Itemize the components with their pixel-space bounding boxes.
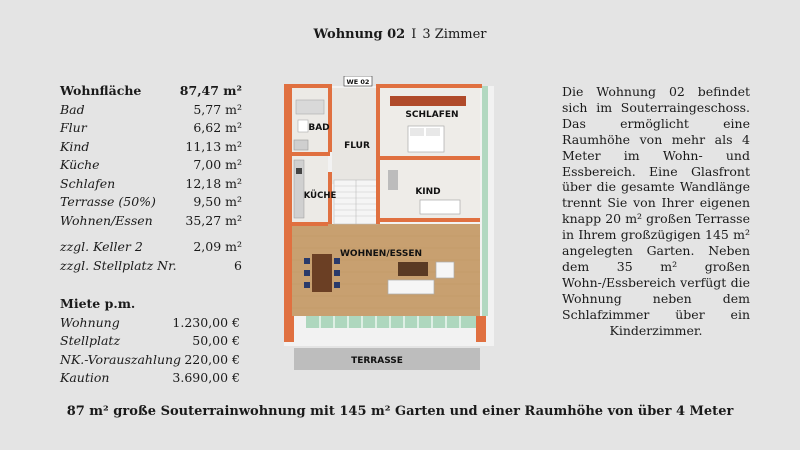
area-label: Wohnen/Essen	[60, 212, 153, 228]
staircase	[334, 180, 378, 224]
area-value: 11,13 m²	[185, 138, 242, 154]
area-row-flur	[60, 119, 242, 138]
rent-row-wohnung	[60, 314, 240, 333]
area-heading	[60, 82, 242, 101]
area-heading-label: Wohnfläche	[60, 83, 142, 98]
area-row-kind	[60, 138, 242, 157]
area-label: zzgl. Keller 2	[60, 239, 143, 254]
area-row-terrasse	[60, 193, 242, 212]
rent-value: 50,00 €	[192, 333, 240, 348]
area-label: zzgl. Stellplatz Nr.	[60, 257, 177, 273]
rent-value: 220,00 €	[184, 351, 240, 367]
rent-label: Kaution	[60, 370, 110, 385]
wardrobe	[390, 96, 466, 106]
area-value: 6,62 m²	[193, 120, 242, 135]
room-label-wohnen: WOHNEN/ESSEN	[340, 249, 422, 259]
glass-front	[306, 316, 476, 328]
room-label-schlafen: SCHLAFEN	[405, 110, 459, 120]
area-value: 7,00 m²	[193, 157, 242, 172]
rent-table	[60, 295, 240, 388]
area-value: 2,09 m²	[193, 239, 242, 254]
coffee-table	[398, 262, 428, 276]
sofa	[388, 280, 434, 294]
room-count: 3 Zimmer	[422, 27, 487, 42]
area-label: Terrasse (50%)	[60, 194, 156, 209]
area-value: 12,18 m²	[185, 175, 242, 191]
floor-plan	[276, 76, 498, 376]
toilet	[298, 120, 308, 132]
pillow	[410, 128, 424, 136]
area-row-wohnen	[60, 212, 242, 231]
title-separator: I	[411, 27, 417, 42]
area-row-stellplatz	[60, 257, 242, 276]
page-title	[0, 27, 800, 42]
rent-value: 3.690,00 €	[172, 370, 240, 385]
area-value: 35,27 m²	[185, 212, 242, 228]
area-row-kueche	[60, 156, 242, 175]
area-row-schlafen	[60, 175, 242, 194]
room-label-kueche: KÜCHE	[303, 191, 337, 201]
area-label: Küche	[60, 157, 100, 172]
apartment-name: Wohnung 02	[313, 27, 406, 42]
unit-label: WE 02	[346, 78, 370, 86]
rent-label: NK.-Vorauszahlung	[60, 351, 182, 367]
footer-tagline: 87 m² große Souterrainwohnung mit 145 m² Garten und einer Raumhöhe von über 4 Meter	[66, 404, 734, 419]
bathtub	[296, 100, 324, 114]
rent-row-kaution	[60, 369, 240, 388]
room-label-terrasse: TERRASSE	[351, 356, 403, 366]
description-text: Die Wohnung 02 befindet sich im Souterraingeschoss. Das ermöglicht eine Raumhöhe von mehr als 4 Meter im Wohn- und Essbereich. Eine Glasfront über die gesamte Wandlänge trennt Sie von Ihrer eigenen knapp 20 m² großen Terrasse in Ihrem großzügigen 145 m² angelegten Garten. Neben dem 35 m² großen Wohn-/Essbereich verfügt die Wohnung neben dem Schlafzimmer über ein Kinderzimmer.	[562, 84, 750, 338]
child-bed	[420, 200, 460, 214]
area-value: 6	[234, 257, 242, 273]
area-label: Flur	[60, 120, 87, 135]
rent-value: 1.230,00 €	[172, 314, 240, 330]
room-label-kind: KIND	[415, 187, 441, 197]
rent-row-nk	[60, 351, 240, 370]
stove	[296, 168, 302, 174]
room-label-flur: FLUR	[344, 141, 370, 151]
rent-heading	[60, 295, 240, 314]
area-row-keller	[60, 238, 242, 257]
area-value: 5,77 m²	[193, 101, 242, 117]
area-value: 9,50 m²	[193, 194, 242, 209]
side-glass	[482, 86, 488, 316]
pillow	[426, 128, 440, 136]
area-row-bad	[60, 101, 242, 120]
area-label: Schlafen	[60, 175, 116, 191]
rent-row-stellplatz	[60, 332, 240, 351]
area-label: Kind	[60, 138, 90, 154]
area-table	[60, 82, 242, 388]
rent-label: Wohnung	[60, 314, 120, 330]
flur-floor	[332, 88, 380, 184]
desk	[388, 170, 398, 190]
dining-table	[312, 254, 332, 292]
area-label: Bad	[60, 101, 85, 117]
rent-heading-label: Miete p.m.	[60, 296, 136, 311]
rent-label: Stellplatz	[60, 333, 121, 348]
area-heading-value: 87,47 m²	[179, 83, 242, 98]
room-label-bad: BAD	[308, 123, 330, 133]
armchair	[436, 262, 454, 278]
sink	[294, 140, 308, 150]
